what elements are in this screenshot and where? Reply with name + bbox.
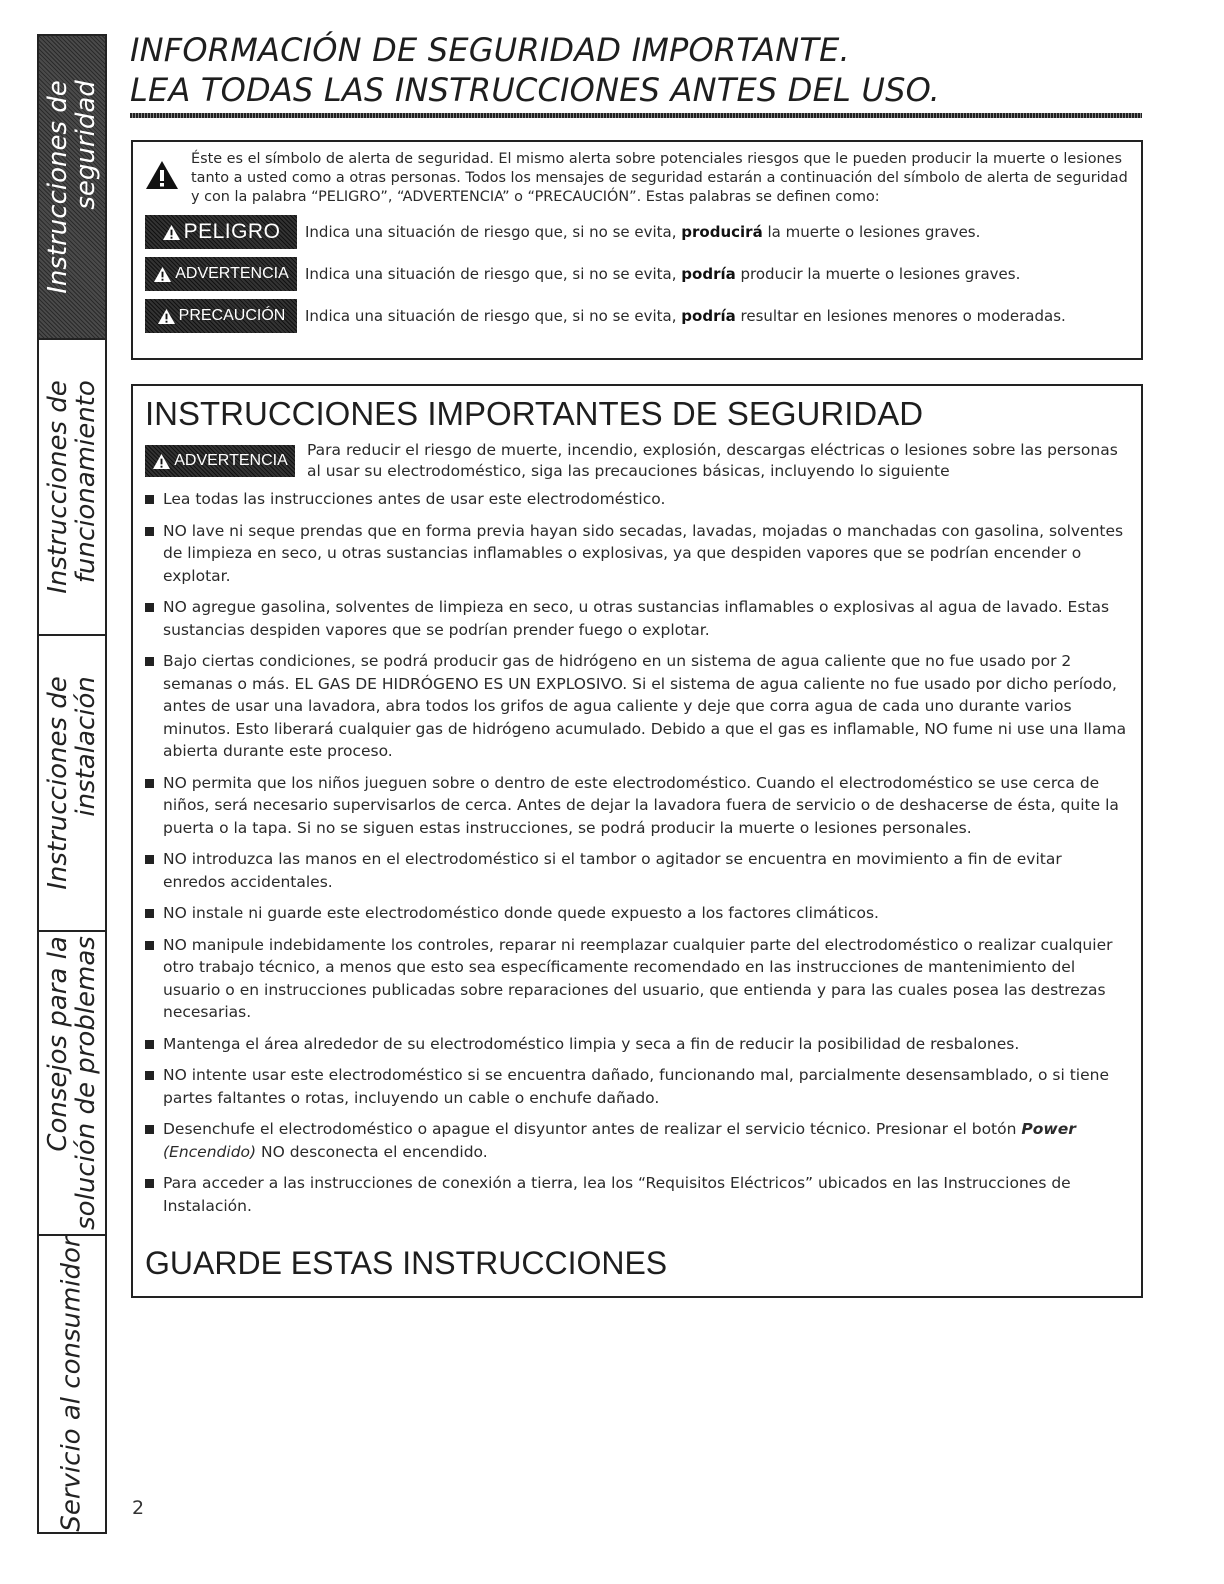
- tab-operating-instructions[interactable]: [37, 338, 107, 636]
- tab-label: Consejos para la solución de problemas: [43, 936, 101, 1230]
- page-number: 2: [132, 1497, 145, 1519]
- definition-text: Indica una situación de riesgo que, si no se evita, producirá la muerte o lesiones graves.: [305, 222, 981, 241]
- definition-peligro: [145, 215, 1131, 249]
- tab-installation-instructions[interactable]: [37, 634, 107, 932]
- warning-statement: [145, 440, 1127, 482]
- header-rule: [130, 113, 1142, 118]
- instructions-title: INSTRUCCIONES IMPORTANTES DE SEGURIDAD: [145, 395, 924, 432]
- list-item: Lea todas las instrucciones antes de usar este electrodoméstico.: [145, 488, 1127, 511]
- list-item: Desenchufe el electrodoméstico o apague el disyuntor antes de realizar el servicio técnico. Presionar el botón Power (Encendido) NO desconecta el encendido.: [145, 1118, 1127, 1163]
- alert-intro-text: Éste es el símbolo de alerta de seguridad. El mismo alerta sobre potenciales riesgos que le pueden producir la muerte o lesiones tanto a usted como a otras personas. Todos los mensajes de seguridad estarán a continuación del símbolo de alerta de seguridad y con la palabra “PELIGRO”, “ADVERTENCIA” o “PRECAUCIÓN”. Estas palabras se definen como:: [191, 151, 1128, 205]
- tab-label: Instrucciones de instalación: [43, 676, 101, 890]
- precaucion-signal-word: PRECAUCIÓN: [145, 299, 297, 333]
- definition-advertencia: [145, 257, 1131, 291]
- page-title: [130, 30, 1140, 110]
- safety-bullet-list: [145, 488, 1127, 1217]
- warning-text: Para reducir el riesgo de muerte, incendio, explosión, descargas eléctricas o lesiones sobre las personas al usar su electrodoméstico, siga las precauciones básicas, incluyendo lo siguiente: [307, 441, 1118, 480]
- tab-label: Servicio al consumidor: [57, 1236, 87, 1532]
- warning-triangle-icon: [145, 160, 179, 190]
- list-item: Bajo ciertas condiciones, se podrá producir gas de hidrógeno en un sistema de agua caliente que no fue usado por 2 semanas o más. EL GAS DE HIDRÓGENO ES UN EXPLOSIVO. Si el sistema de agua caliente no fue usado por dicho período, antes de usar una lavadora, abra todos los grifos de agua caliente y deje que corra agua de cada uno durante varios minutos. Esto liberará cualquier gas de hidrógeno acumulado. Debido a que el gas es inflamable, NO fume ni use una llama abierta durante este proceso.: [145, 650, 1127, 763]
- bullet-square-icon: [145, 909, 154, 918]
- list-item: NO agregue gasolina, solventes de limpieza en seco, u otras sustancias inflamables o explosivas al agua de lavado. Estas sustancias despiden vapores que se podrían prender fuego o explotar.: [145, 596, 1127, 641]
- tab-troubleshooting-tips[interactable]: [37, 930, 107, 1236]
- warning-triangle-icon: [152, 453, 171, 470]
- important-safety-instructions: [131, 384, 1143, 1298]
- list-item: Mantenga el área alrededor de su electrodoméstico limpia y seca a fin de reducir la posibilidad de resbalones.: [145, 1033, 1127, 1056]
- bullet-square-icon: [145, 1040, 154, 1049]
- bullet-square-icon: [145, 527, 154, 536]
- bullet-square-icon: [145, 1071, 154, 1080]
- list-item: NO intente usar este electrodoméstico si se encuentra dañado, funcionando mal, parcialmente desensamblado, o si tiene partes faltantes o rotas, incluyendo un cable o enchufe dañado.: [145, 1064, 1127, 1109]
- bullet-square-icon: [145, 1179, 154, 1188]
- list-item: NO lave ni seque prendas que en forma previa hayan sido secadas, lavadas, mojadas o manchadas con gasolina, solventes de limpieza en seco, u otras sustancias inflamables o explosivas, ya que despiden vapores que se podrían encender o explotar.: [145, 520, 1127, 588]
- bullet-square-icon: [145, 1125, 154, 1134]
- page-title-line2: LEA TODAS LAS INSTRUCCIONES ANTES DEL USO.: [130, 71, 941, 109]
- section-tabs: [37, 34, 107, 1534]
- bullet-square-icon: [145, 779, 154, 788]
- peligro-signal-word: PELIGRO: [145, 215, 297, 249]
- list-item: Para acceder a las instrucciones de conexión a tierra, lea los “Requisitos Eléctricos” ubicados en las Instrucciones de Instalación.: [145, 1172, 1127, 1217]
- bullet-square-icon: [145, 603, 154, 612]
- list-item: NO instale ni guarde este electrodoméstico donde quede expuesto a los factores climáticos.: [145, 902, 1127, 925]
- warning-triangle-icon: [157, 308, 176, 325]
- advertencia-signal-word: ADVERTENCIA: [145, 257, 297, 291]
- alert-intro: [145, 150, 1131, 207]
- save-instructions-heading: GUARDE ESTAS INSTRUCCIONES: [145, 1245, 668, 1281]
- safety-alert-definitions: [131, 140, 1143, 360]
- bullet-square-icon: [145, 495, 154, 504]
- definition-precaucion: [145, 299, 1131, 333]
- list-item: NO manipule indebidamente los controles, reparar ni reemplazar cualquier parte del electrodoméstico o realizar cualquier otro trabajo técnico, a menos que esto sea específicamente recomendado en las instrucciones de mantenimiento del usuario o en instrucciones publicadas sobre reparaciones del usuario, que entienda y para las cuales posea las destrezas necesarias.: [145, 934, 1127, 1024]
- page-header: [130, 30, 1140, 118]
- advertencia-signal-word: ADVERTENCIA: [145, 445, 295, 477]
- list-item: NO introduzca las manos en el electrodoméstico si el tambor o agitador se encuentra en movimiento a fin de evitar enredos accidentales.: [145, 848, 1127, 893]
- bullet-square-icon: [145, 657, 154, 666]
- warning-triangle-icon: [162, 224, 181, 241]
- page-title-line1: INFORMACIÓN DE SEGURIDAD IMPORTANTE.: [130, 31, 850, 69]
- bullet-square-icon: [145, 941, 154, 950]
- definition-text: Indica una situación de riesgo que, si no se evita, podría resultar en lesiones menores o moderadas.: [305, 306, 1066, 325]
- tab-label: Instrucciones de funcionamiento: [43, 380, 101, 594]
- warning-triangle-icon: [153, 266, 172, 283]
- definition-text: Indica una situación de riesgo que, si no se evita, podría producir la muerte o lesiones graves.: [305, 264, 1021, 283]
- bullet-square-icon: [145, 855, 154, 864]
- tab-consumer-support[interactable]: [37, 1234, 107, 1534]
- tab-label: Instrucciones de seguridad: [43, 80, 101, 294]
- tab-safety-instructions[interactable]: [37, 34, 107, 340]
- list-item: NO permita que los niños jueguen sobre o dentro de este electrodoméstico. Cuando el electrodoméstico se use cerca de niños, será necesario supervisarlos de cerca. Antes de dejar la lavadora fuera de servicio o de deshacerse de ésta, quite la puerta o la tapa. Si no se siguen estas instrucciones, se podrá producir la muerte o lesiones personales.: [145, 772, 1127, 840]
